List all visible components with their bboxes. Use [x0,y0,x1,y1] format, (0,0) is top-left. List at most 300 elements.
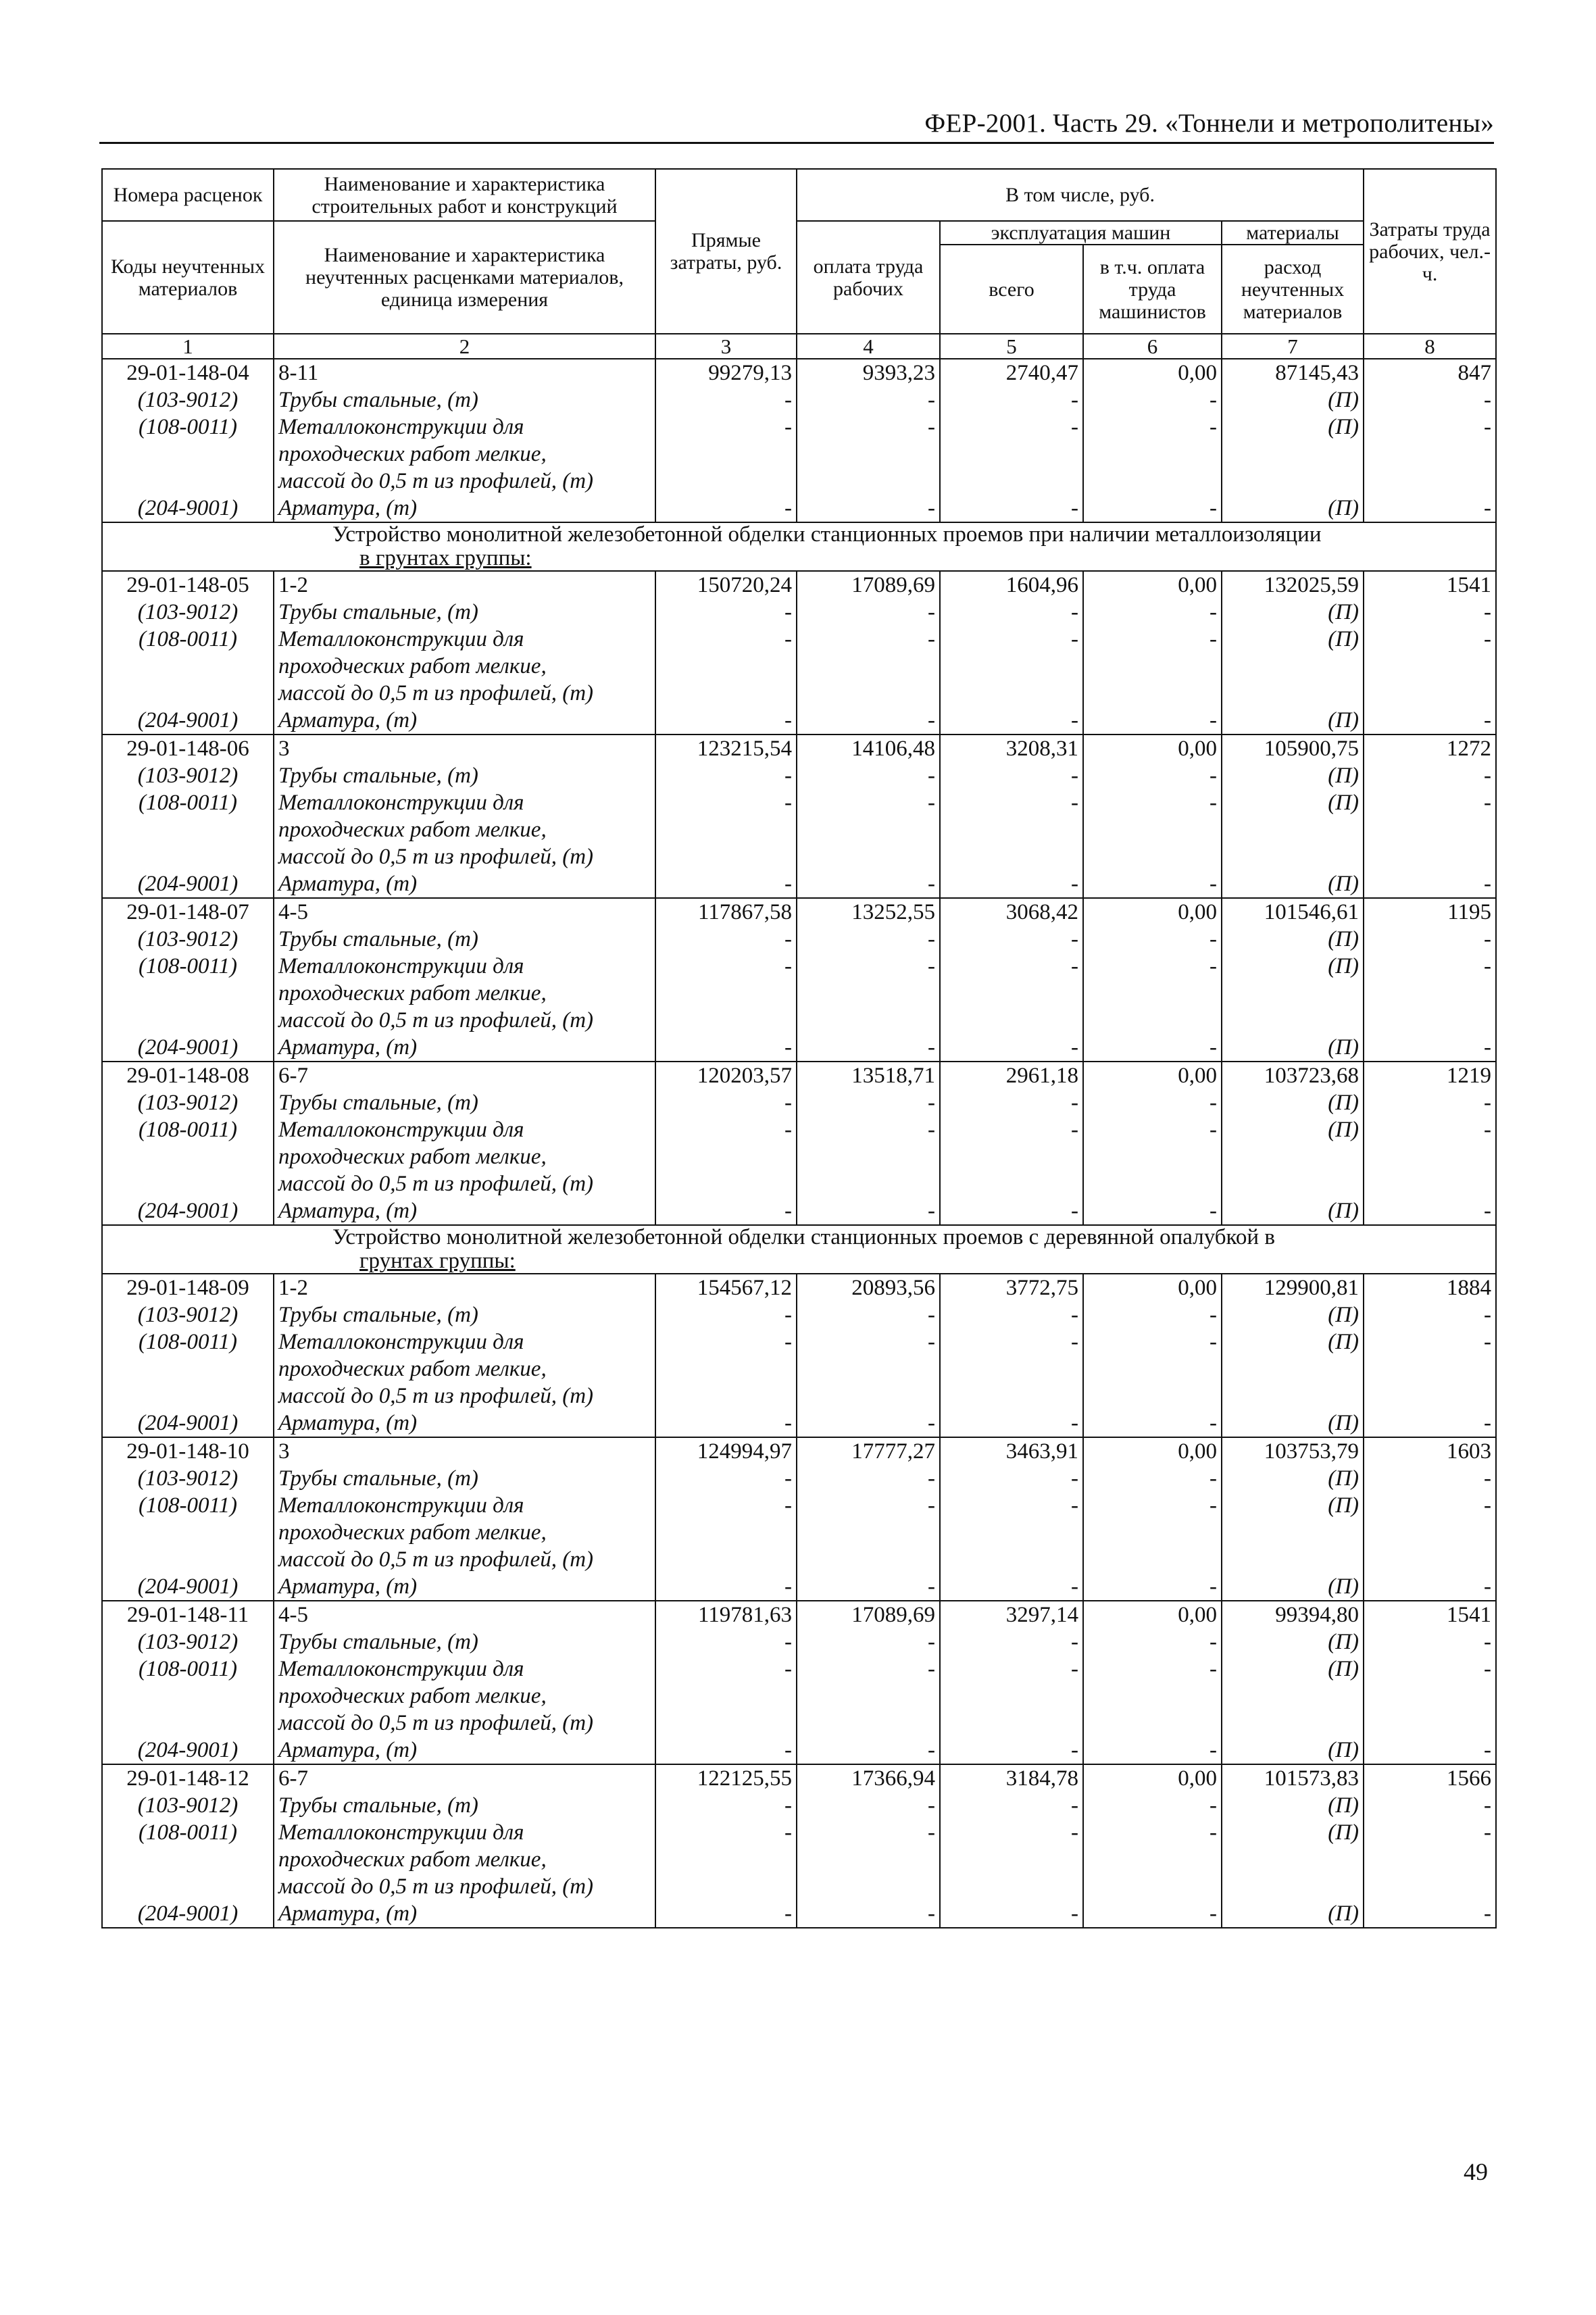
material-name: массой до 0,5 т из профилей, (т) [274,843,655,870]
material-code: (204-9001) [102,495,274,522]
material-code: (204-9001) [102,1573,274,1601]
direct-costs: - [655,1197,797,1225]
section-title [102,1225,1496,1274]
direct-costs: 117867,58 [655,898,797,926]
material-code: (108-0011) [102,1656,274,1683]
material-code: (103-9012) [102,1089,274,1116]
machinists-pay: 0,00 [1083,1062,1222,1089]
material-name: Металлоконструкции для [274,1328,655,1355]
direct-costs: 120203,57 [655,1062,797,1089]
material-name: Трубы стальные, (т) [274,1792,655,1819]
machines-total: 3068,42 [940,898,1083,926]
direct-costs: - [655,1116,797,1143]
direct-costs [655,1143,797,1170]
direct-costs: - [655,599,797,626]
labor-hours: - [1364,1900,1496,1928]
material-row [102,1792,1496,1819]
machines-total [940,1383,1083,1410]
labor-pay: - [797,1792,940,1819]
labor-hours: - [1364,1628,1496,1656]
machinists-pay: - [1083,1465,1222,1492]
direct-costs: - [655,762,797,789]
labor-hours: - [1364,926,1496,953]
machines-total: 3463,91 [940,1437,1083,1465]
material-code [102,1846,274,1873]
material-name: массой до 0,5 т из профилей, (т) [274,1383,655,1410]
labor-hours [1364,1683,1496,1710]
labor-pay [797,1873,940,1900]
material-mark [1222,1170,1364,1197]
machines-total: - [940,1628,1083,1656]
material-name: Металлоконструкции для [274,789,655,816]
table-row [102,735,1496,762]
rate-title: 3 [274,735,655,762]
labor-pay [797,1546,940,1573]
direct-costs: - [655,870,797,898]
material-name: проходческих работ мелкие, [274,441,655,468]
labor-hours: - [1364,626,1496,653]
rate-code: 29-01-148-09 [102,1274,274,1301]
material-code [102,1170,274,1197]
labor-hours: - [1364,1492,1496,1519]
labor-hours: - [1364,1792,1496,1819]
material-row [102,1519,1496,1546]
labor-hours: - [1364,870,1496,898]
machinists-pay [1083,843,1222,870]
machines-total [940,1846,1083,1873]
header-materials-use: расход неучтенных материалов [1222,245,1364,334]
labor-pay: - [797,599,940,626]
material-mark [1222,1873,1364,1900]
labor-pay: - [797,707,940,735]
material-row [102,870,1496,898]
labor-hours: - [1364,1328,1496,1355]
direct-costs [655,1710,797,1737]
direct-costs: 99279,13 [655,359,797,387]
material-mark: (П) [1222,1819,1364,1846]
table-row [102,359,1496,387]
machines-total: - [940,1656,1083,1683]
machinists-pay: - [1083,1328,1222,1355]
table-row [102,1764,1496,1792]
machinists-pay: - [1083,1900,1222,1928]
machinists-pay: - [1083,1034,1222,1062]
material-mark: (П) [1222,1089,1364,1116]
machinists-pay: 0,00 [1083,898,1222,926]
labor-pay: 13252,55 [797,898,940,926]
machinists-pay: - [1083,762,1222,789]
direct-costs: - [655,1792,797,1819]
material-mark: (П) [1222,1628,1364,1656]
labor-hours [1364,1710,1496,1737]
material-name: Металлоконструкции для [274,1492,655,1519]
machines-total [940,468,1083,495]
material-mark [1222,1383,1364,1410]
table-body [102,359,1496,1928]
direct-costs [655,1519,797,1546]
rate-code: 29-01-148-12 [102,1764,274,1792]
material-code: (108-0011) [102,626,274,653]
labor-hours: 1219 [1364,1062,1496,1089]
labor-pay [797,980,940,1007]
machinists-pay: - [1083,870,1222,898]
labor-hours [1364,1873,1496,1900]
direct-costs: 119781,63 [655,1601,797,1628]
machinists-pay [1083,1007,1222,1034]
direct-costs: - [655,1089,797,1116]
machinists-pay: 0,00 [1083,1274,1222,1301]
machinists-pay: - [1083,926,1222,953]
labor-hours: - [1364,1465,1496,1492]
labor-hours: - [1364,495,1496,522]
labor-hours: - [1364,1737,1496,1764]
labor-pay [797,1683,940,1710]
direct-costs: - [655,926,797,953]
section-title-line: Устройство монолитной железобетонной обделки станционных проемов с деревянной опалубкой в [332,1225,1275,1249]
machines-total: - [940,1116,1083,1143]
machines-total: - [940,1573,1083,1601]
material-code [102,1710,274,1737]
material-code [102,816,274,843]
table-row [102,571,1496,599]
material-name: Арматура, (т) [274,1410,655,1437]
machines-total: - [940,1900,1083,1928]
direct-costs: 154567,12 [655,1274,797,1301]
rate-code: 29-01-148-06 [102,735,274,762]
labor-hours [1364,468,1496,495]
material-mark: (П) [1222,1792,1364,1819]
material-row [102,1007,1496,1034]
machinists-pay: - [1083,1819,1222,1846]
machinists-pay [1083,1846,1222,1873]
direct-costs: - [655,953,797,980]
direct-costs [655,980,797,1007]
direct-costs: 123215,54 [655,735,797,762]
direct-costs [655,1546,797,1573]
labor-pay: - [797,926,940,953]
direct-costs [655,653,797,680]
labor-pay: - [797,953,940,980]
labor-pay: - [797,626,940,653]
labor-hours [1364,816,1496,843]
material-mark: (П) [1222,1116,1364,1143]
material-name: массой до 0,5 т из профилей, (т) [274,1546,655,1573]
header-machines-total: всего [940,245,1083,334]
section-row-wooden-formwork [102,1225,1496,1274]
material-row [102,626,1496,653]
labor-pay: - [797,387,940,414]
machines-total [940,653,1083,680]
material-code: (108-0011) [102,789,274,816]
material-mark: (П) [1222,926,1364,953]
machines-total: - [940,1034,1083,1062]
rate-title: 3 [274,1437,655,1465]
table-row [102,1274,1496,1301]
labor-hours: 847 [1364,359,1496,387]
machines-total [940,1007,1083,1034]
machines-total [940,1355,1083,1383]
machines-total [940,1519,1083,1546]
labor-hours [1364,441,1496,468]
machinists-pay: 0,00 [1083,571,1222,599]
material-row [102,1328,1496,1355]
machines-total: - [940,789,1083,816]
labor-hours: - [1364,1656,1496,1683]
machinists-pay: - [1083,1089,1222,1116]
labor-hours: 1541 [1364,1601,1496,1628]
labor-hours [1364,843,1496,870]
material-code [102,1383,274,1410]
rate-title: 1-2 [274,1274,655,1301]
material-row [102,1465,1496,1492]
materials-cost: 132025,59 [1222,571,1364,599]
material-name: Арматура, (т) [274,1737,655,1764]
table-row [102,898,1496,926]
material-mark [1222,653,1364,680]
machines-total: 2961,18 [940,1062,1083,1089]
machines-total [940,980,1083,1007]
material-mark [1222,1519,1364,1546]
material-mark [1222,816,1364,843]
labor-hours: - [1364,953,1496,980]
machinists-pay: - [1083,1628,1222,1656]
material-row [102,1492,1496,1519]
machinists-pay [1083,1383,1222,1410]
material-code [102,980,274,1007]
material-name: проходческих работ мелкие, [274,1143,655,1170]
material-code: (204-9001) [102,1900,274,1928]
machinists-pay: - [1083,1301,1222,1328]
table-header [102,169,1496,359]
direct-costs: - [655,1492,797,1519]
labor-pay [797,1383,940,1410]
labor-hours: - [1364,1819,1496,1846]
rate-code: 29-01-148-05 [102,571,274,599]
material-name: Трубы стальные, (т) [274,1628,655,1656]
labor-hours: - [1364,1301,1496,1328]
machines-total: - [940,1089,1083,1116]
direct-costs: - [655,1410,797,1437]
machinists-pay: - [1083,599,1222,626]
labor-hours [1364,980,1496,1007]
machinists-pay [1083,1143,1222,1170]
column-number: 7 [1222,334,1364,359]
column-number: 3 [655,334,797,359]
labor-hours: 1541 [1364,571,1496,599]
material-code: (108-0011) [102,414,274,441]
material-row [102,1573,1496,1601]
material-row [102,495,1496,522]
material-row [102,1301,1496,1328]
machines-total: - [940,953,1083,980]
material-mark [1222,1355,1364,1383]
machines-total [940,680,1083,707]
material-name: проходческих работ мелкие, [274,653,655,680]
machines-total [940,816,1083,843]
machines-total: 3297,14 [940,1601,1083,1628]
labor-hours: 1272 [1364,735,1496,762]
direct-costs: - [655,1301,797,1328]
labor-pay [797,843,940,870]
labor-hours: 1566 [1364,1764,1496,1792]
machinists-pay: 0,00 [1083,735,1222,762]
rate-code: 29-01-148-08 [102,1062,274,1089]
material-row [102,1873,1496,1900]
material-name: массой до 0,5 т из профилей, (т) [274,1710,655,1737]
machines-total: - [940,1197,1083,1225]
table-row [102,1062,1496,1089]
material-code: (204-9001) [102,1034,274,1062]
labor-pay [797,441,940,468]
rate-code: 29-01-148-10 [102,1437,274,1465]
header-name-top: Наименование и характеристика строительных работ и конструкций [274,169,655,221]
material-code: (108-0011) [102,1328,274,1355]
labor-pay [797,816,940,843]
labor-hours [1364,1846,1496,1873]
column-number: 6 [1083,334,1222,359]
machinists-pay [1083,680,1222,707]
machinists-pay [1083,980,1222,1007]
machines-total: - [940,1792,1083,1819]
material-code: (108-0011) [102,1116,274,1143]
machines-total [940,1143,1083,1170]
material-row [102,680,1496,707]
header-code-top: Номера расценок [102,169,274,221]
rate-title: 8-11 [274,359,655,387]
materials-cost: 101546,61 [1222,898,1364,926]
labor-hours: 1603 [1364,1437,1496,1465]
header-code-bottom: Коды неучтенных материалов [102,221,274,334]
material-name: Металлоконструкции для [274,1656,655,1683]
machinists-pay: - [1083,1197,1222,1225]
material-name: проходческих работ мелкие, [274,1355,655,1383]
material-row [102,1546,1496,1573]
material-name: Арматура, (т) [274,1034,655,1062]
material-mark [1222,1710,1364,1737]
direct-costs: - [655,1819,797,1846]
machines-total: - [940,1410,1083,1437]
labor-hours [1364,1519,1496,1546]
labor-hours [1364,1383,1496,1410]
machinists-pay [1083,1546,1222,1573]
direct-costs [655,816,797,843]
material-name: массой до 0,5 т из профилей, (т) [274,680,655,707]
machines-total [940,843,1083,870]
direct-costs: 122125,55 [655,1764,797,1792]
machinists-pay: - [1083,707,1222,735]
header-including: В том числе, руб. [797,169,1364,221]
material-mark: (П) [1222,626,1364,653]
material-row [102,1143,1496,1170]
material-row [102,1710,1496,1737]
labor-pay: - [797,762,940,789]
machinists-pay: - [1083,626,1222,653]
material-name: Арматура, (т) [274,1900,655,1928]
rate-title: 4-5 [274,1601,655,1628]
material-name: Трубы стальные, (т) [274,599,655,626]
material-name: Металлоконструкции для [274,1819,655,1846]
material-row [102,1383,1496,1410]
material-mark: (П) [1222,762,1364,789]
column-number: 1 [102,334,274,359]
material-mark [1222,468,1364,495]
material-name: Арматура, (т) [274,495,655,522]
material-row [102,1656,1496,1683]
direct-costs [655,441,797,468]
labor-hours: - [1364,599,1496,626]
labor-pay: - [797,1301,940,1328]
material-row [102,1089,1496,1116]
labor-pay: 14106,48 [797,735,940,762]
materials-cost: 129900,81 [1222,1274,1364,1301]
material-row [102,1628,1496,1656]
material-row [102,1034,1496,1062]
material-row [102,980,1496,1007]
material-mark: (П) [1222,495,1364,522]
machinists-pay [1083,441,1222,468]
material-row [102,468,1496,495]
labor-hours: - [1364,1034,1496,1062]
material-row [102,1355,1496,1383]
direct-costs [655,1873,797,1900]
machinists-pay: 0,00 [1083,1437,1222,1465]
direct-costs: - [655,1573,797,1601]
labor-hours [1364,1143,1496,1170]
material-code [102,653,274,680]
machinists-pay: - [1083,789,1222,816]
materials-cost: 105900,75 [1222,735,1364,762]
direct-costs [655,468,797,495]
material-mark [1222,980,1364,1007]
material-mark [1222,843,1364,870]
material-code: (103-9012) [102,1792,274,1819]
material-row [102,653,1496,680]
header-labor-pay: оплата труда рабочих [797,221,940,334]
labor-pay: - [797,1900,940,1928]
material-code [102,843,274,870]
material-code: (103-9012) [102,762,274,789]
labor-pay: - [797,1328,940,1355]
rate-title: 6-7 [274,1764,655,1792]
material-mark: (П) [1222,1737,1364,1764]
material-code: (108-0011) [102,953,274,980]
material-code [102,1143,274,1170]
rate-title: 6-7 [274,1062,655,1089]
labor-pay: - [797,1492,940,1519]
material-code: (103-9012) [102,1465,274,1492]
machines-total [940,1683,1083,1710]
machinists-pay: 0,00 [1083,359,1222,387]
column-number: 2 [274,334,655,359]
material-code [102,1546,274,1573]
labor-hours: 1884 [1364,1274,1496,1301]
material-mark [1222,1546,1364,1573]
material-code: (103-9012) [102,1628,274,1656]
material-mark: (П) [1222,1410,1364,1437]
labor-pay: 13518,71 [797,1062,940,1089]
material-mark: (П) [1222,1197,1364,1225]
header-labor-costs: Затраты труда рабочих, чел.-ч. [1364,169,1496,334]
material-mark: (П) [1222,870,1364,898]
material-name: Металлоконструкции для [274,953,655,980]
labor-pay [797,1007,940,1034]
material-code: (108-0011) [102,1492,274,1519]
direct-costs [655,1355,797,1383]
material-name: Трубы стальные, (т) [274,387,655,414]
labor-hours [1364,1170,1496,1197]
direct-costs [655,1846,797,1873]
material-mark [1222,1143,1364,1170]
